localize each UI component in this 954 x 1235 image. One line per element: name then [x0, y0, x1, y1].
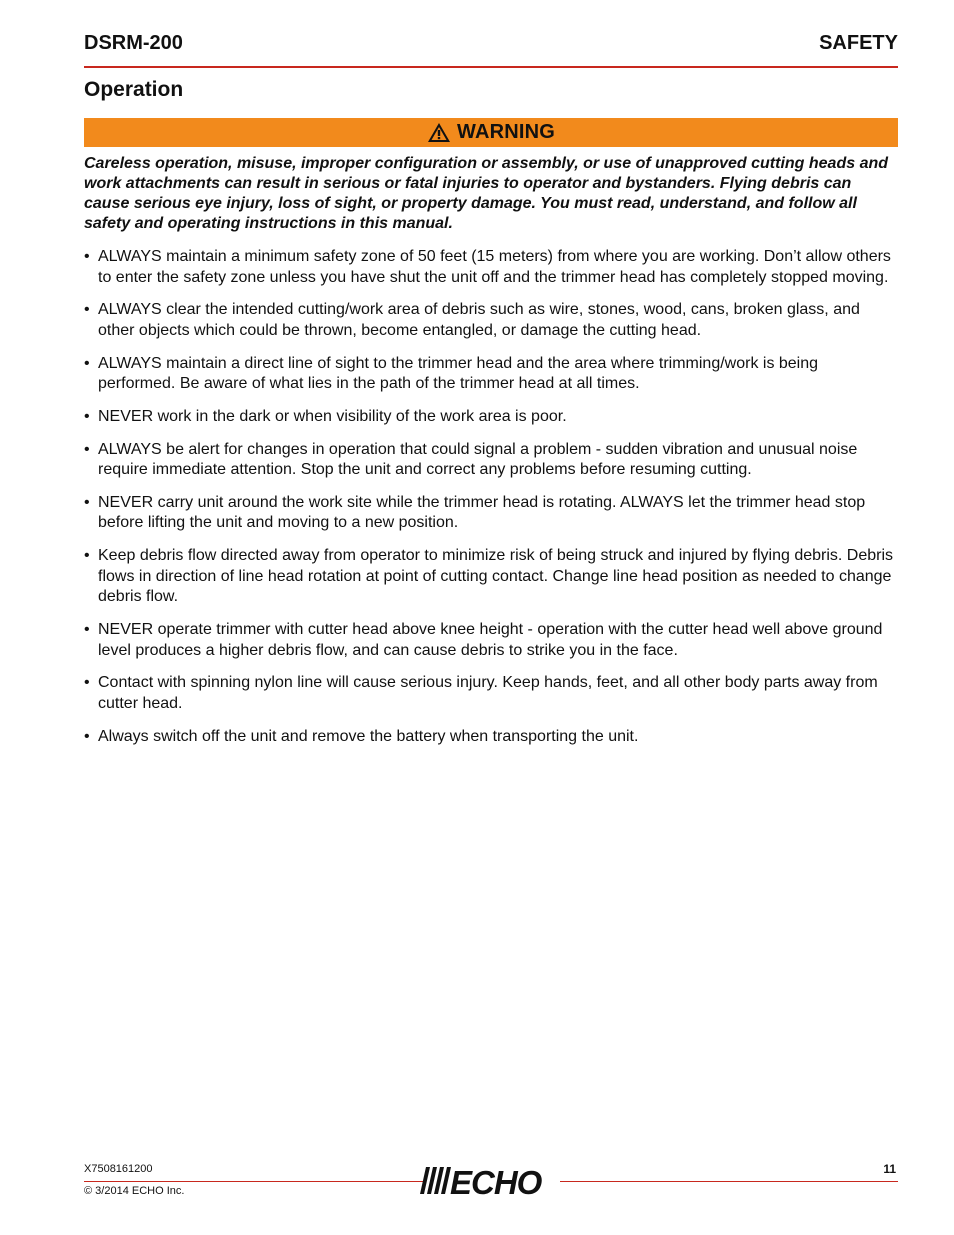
safety-bullet-list	[84, 247, 898, 759]
footer-rule-right	[560, 1181, 898, 1182]
warning-triangle-icon	[427, 122, 451, 143]
warning-banner	[84, 118, 898, 147]
section-name: SAFETY	[819, 32, 898, 54]
list-item: • ALWAYS clear the intended cutting/work area of debris such as wire, stones, wood, cans, broken glass, and other objects which could be thrown, become entangled, or damage the cutting head.	[84, 300, 898, 341]
list-item: • ALWAYS maintain a minimum safety zone of 50 feet (15 meters) from where you are working. Don’t allow others to enter the safety zone unless you have shut the unit off and the trimmer head has completely stopped moving.	[84, 247, 898, 288]
page-header	[84, 30, 898, 68]
list-item: • ALWAYS be alert for changes in operation that could signal a problem - sudden vibration and unusual noise require immediate attention. Stop the unit and correct any problems before resuming cutting.	[84, 440, 898, 481]
document-number: X7508161200	[84, 1163, 153, 1175]
list-item: • NEVER operate trimmer with cutter head above knee height - operation with the cutter head well above ground level produces a higher debris flow, and can cause debris to strike you in the face.	[84, 620, 898, 661]
copyright: © 3/2014 ECHO Inc.	[84, 1185, 185, 1197]
list-item: • Always switch off the unit and remove the battery when transporting the unit.	[84, 727, 898, 748]
list-item: • NEVER carry unit around the work site while the trimmer head is rotating. ALWAYS let the trimmer head stop before lifting the unit and moving to a new position.	[84, 493, 898, 534]
model-name: DSRM-200	[84, 32, 183, 54]
list-item: • Keep debris flow directed away from operator to minimize risk of being struck and injured by flying debris. Debris flows in direction of line head rotation at point of cutting contact. Change line head position as needed to change debris flow.	[84, 546, 898, 608]
logo-text: ECHO	[450, 1164, 542, 1200]
warning-text: Careless operation, misuse, improper configuration or assembly, or use of unapproved cutting heads and work attachments can result in serious or fatal injuries to operator and bystanders. Flying debris can cause serious eye injury, loss of sight, or property damage. You must read, understand, and follow all safety and operating instructions in this manual.	[84, 155, 889, 232]
list-item: • NEVER work in the dark or when visibility of the work area is poor.	[84, 407, 898, 428]
footer-rule-left	[84, 1181, 424, 1182]
list-item: • ALWAYS maintain a direct line of sight to the trimmer head and the area where trimming/work is being performed. Be aware of what lies in the path of the trimmer head at all times.	[84, 354, 898, 395]
page-title: Operation	[84, 78, 184, 101]
list-item: • Contact with spinning nylon line will cause serious injury. Keep hands, feet, and all other body parts away from cutter head.	[84, 673, 898, 714]
warning-label: WARNING	[456, 121, 556, 143]
page-number: 11	[883, 1162, 896, 1176]
echo-logo	[420, 1164, 562, 1200]
